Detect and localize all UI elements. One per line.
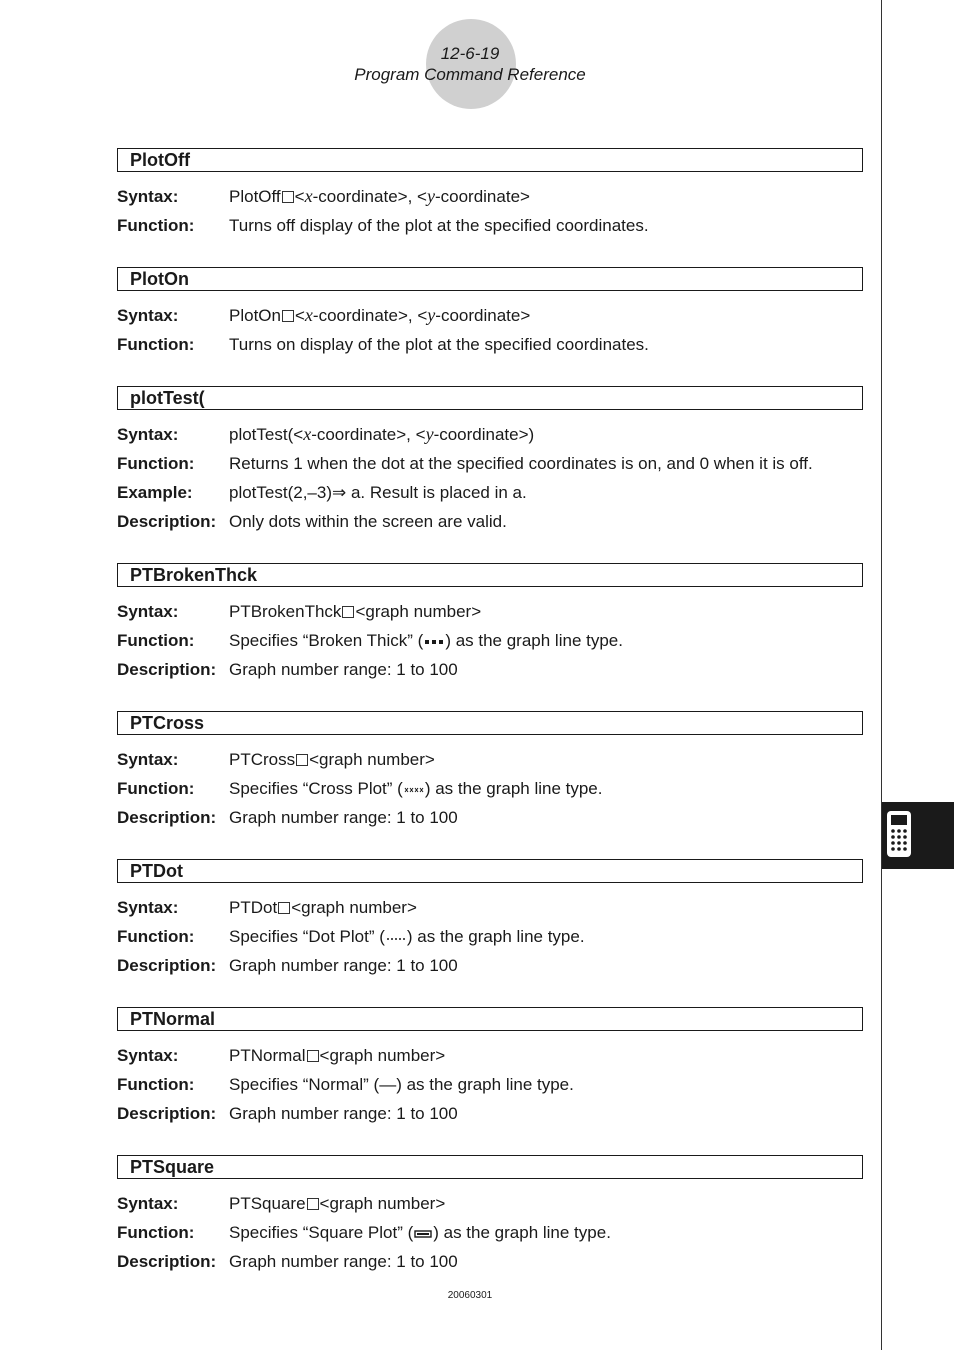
entry-ploton <box>117 267 863 359</box>
space-symbol-icon <box>282 310 294 322</box>
example-rest: a. Result is placed in a. <box>346 483 527 502</box>
description-label: Description: <box>117 512 217 531</box>
syntax-label: Syntax: <box>117 1046 179 1065</box>
function-row <box>117 1218 863 1247</box>
coord-text: -coordinate> <box>434 187 530 206</box>
function-row <box>117 211 863 240</box>
coord-text: -coordinate>, <box>312 187 418 206</box>
entry-ptnormal <box>117 1007 863 1128</box>
command-title: PTSquare <box>117 1155 863 1179</box>
space-symbol-icon <box>307 1198 319 1210</box>
description-row <box>117 803 863 832</box>
lt: < <box>417 306 428 325</box>
lt: < <box>293 425 304 444</box>
description-row <box>117 1247 863 1276</box>
example-label: Example: <box>117 483 193 502</box>
entry-plotoff <box>117 148 863 240</box>
description-value: Only dots within the screen are valid. <box>229 512 507 531</box>
function-label: Function: <box>117 216 195 235</box>
command-entries <box>117 148 863 1303</box>
space-symbol-icon <box>307 1050 319 1062</box>
syntax-label: Syntax: <box>117 187 179 206</box>
function-row <box>117 330 863 359</box>
coord-text: -coordinate> <box>435 306 531 325</box>
syntax-prefix: PlotOn <box>229 306 281 325</box>
description-value: Graph number range: 1 to 100 <box>229 660 458 679</box>
coord-text: -coordinate>, <box>312 306 418 325</box>
entry-ptdot <box>117 859 863 980</box>
coord-text: -coordinate>, <box>311 425 416 444</box>
function-row <box>117 1070 863 1099</box>
entry-plottest <box>117 386 863 536</box>
function-value <box>229 922 863 951</box>
coord-text: -coordinate>) <box>433 425 535 444</box>
command-title: plotTest( <box>117 386 863 410</box>
function-label: Function: <box>117 1223 195 1242</box>
syntax-value <box>229 893 863 922</box>
syntax-prefix: plotTest( <box>229 425 294 444</box>
syntax-value <box>229 597 863 626</box>
description-row <box>117 655 863 684</box>
page-header <box>0 0 940 120</box>
x-var: x <box>304 305 313 325</box>
function-value: Specifies “Normal” (—) as the graph line type. <box>229 1075 574 1094</box>
cross-plot-icon <box>404 785 424 795</box>
syntax-prefix: PlotOff <box>229 187 281 206</box>
syntax-label: Syntax: <box>117 898 179 917</box>
syntax-prefix: PTSquare <box>229 1194 306 1213</box>
command-title: PlotOn <box>117 267 863 291</box>
y-var: y <box>425 424 434 444</box>
x-var: x <box>303 424 312 444</box>
chapter-side-tab[interactable] <box>882 802 954 869</box>
function-row <box>117 449 863 478</box>
function-text: ) as the graph line type. <box>445 631 623 650</box>
entry-ptcross <box>117 711 863 832</box>
function-label: Function: <box>117 631 195 650</box>
command-title: PlotOff <box>117 148 863 172</box>
description-label: Description: <box>117 808 217 827</box>
function-value: Turns on display of the plot at the specified coordinates. <box>229 335 649 354</box>
description-value: Graph number range: 1 to 100 <box>229 1252 458 1271</box>
function-label: Function: <box>117 1075 195 1094</box>
function-label: Function: <box>117 454 195 473</box>
syntax-label: Syntax: <box>117 750 179 769</box>
function-row <box>117 774 863 803</box>
command-title: PTNormal <box>117 1007 863 1031</box>
square-plot-icon <box>414 1229 432 1239</box>
calculator-icon <box>886 810 912 858</box>
syntax-value <box>229 182 863 211</box>
syntax-prefix: PTNormal <box>229 1046 306 1065</box>
syntax-row <box>117 420 863 449</box>
description-row <box>117 951 863 980</box>
description-value: Graph number range: 1 to 100 <box>229 1104 458 1123</box>
description-value: Graph number range: 1 to 100 <box>229 808 458 827</box>
function-text: ) as the graph line type. <box>433 1223 611 1242</box>
function-text: Specifies “Broken Thick” ( <box>229 631 424 650</box>
description-label: Description: <box>117 1252 217 1271</box>
function-label: Function: <box>117 779 195 798</box>
page-number: 12-6-19 <box>440 44 500 63</box>
function-text: ) as the graph line type. <box>406 927 585 946</box>
graph-number: <graph number> <box>355 602 482 621</box>
syntax-row <box>117 1189 863 1218</box>
example-value <box>229 478 863 507</box>
function-text: Specifies “Square Plot” ( <box>229 1223 414 1242</box>
syntax-prefix: PTBrokenThck <box>229 602 342 621</box>
syntax-value <box>229 745 863 774</box>
syntax-row <box>117 301 863 330</box>
lt: < <box>417 187 427 206</box>
description-row <box>117 1099 863 1128</box>
command-title: PTBrokenThck <box>117 563 863 587</box>
entry-ptsquare <box>117 1155 863 1276</box>
function-text: Specifies “Cross Plot” ( <box>229 779 403 798</box>
syntax-value <box>229 420 863 449</box>
header-circle <box>426 19 516 109</box>
syntax-label: Syntax: <box>117 1194 179 1213</box>
syntax-label: Syntax: <box>117 602 179 621</box>
function-value <box>229 774 863 803</box>
assign-arrow-icon: ⇒ <box>332 483 347 502</box>
function-row <box>117 626 863 655</box>
function-label: Function: <box>117 927 195 946</box>
syntax-row <box>117 745 863 774</box>
syntax-prefix: PTCross <box>229 750 296 769</box>
lt: < <box>294 187 305 206</box>
graph-number: <graph number> <box>319 1046 446 1065</box>
function-value: Returns 1 when the dot at the specified coordinates is on, and 0 when it is off. <box>229 454 813 473</box>
syntax-value <box>229 1189 863 1218</box>
broken-thick-line-icon <box>424 637 444 647</box>
description-row <box>117 507 863 536</box>
function-value <box>229 626 863 655</box>
space-symbol-icon <box>278 902 290 914</box>
function-text: ) as the graph line type. <box>424 779 603 798</box>
syntax-label: Syntax: <box>117 306 179 325</box>
footer-code: 20060301 <box>447 1290 493 1301</box>
syntax-row <box>117 597 863 626</box>
section-title: Program Command Reference <box>354 65 586 84</box>
description-label: Description: <box>117 1104 217 1123</box>
description-value: Graph number range: 1 to 100 <box>229 956 458 975</box>
graph-number: <graph number> <box>291 898 417 917</box>
syntax-label: Syntax: <box>117 425 179 444</box>
syntax-row <box>117 1041 863 1070</box>
page-edge-rule <box>881 0 882 1350</box>
syntax-row <box>117 893 863 922</box>
graph-number: <graph number> <box>309 750 435 769</box>
space-symbol-icon <box>296 754 308 766</box>
description-label: Description: <box>117 956 217 975</box>
function-label: Function: <box>117 335 195 354</box>
lt: < <box>294 306 305 325</box>
syntax-value <box>229 301 863 330</box>
dot-plot-icon <box>386 933 406 943</box>
lt: < <box>415 425 426 444</box>
entry-ptbrokenthck <box>117 563 863 684</box>
graph-number: <graph number> <box>319 1194 446 1213</box>
function-value: Turns off display of the plot at the specified coordinates. <box>229 216 649 235</box>
command-title: PTDot <box>117 859 863 883</box>
x-var: x <box>304 186 313 206</box>
syntax-row <box>117 182 863 211</box>
function-text: Specifies “Dot Plot” ( <box>229 927 385 946</box>
description-label: Description: <box>117 660 217 679</box>
syntax-value <box>229 1041 863 1070</box>
command-title: PTCross <box>117 711 863 735</box>
example-row <box>117 478 863 507</box>
function-row <box>117 922 863 951</box>
space-symbol-icon <box>342 606 354 618</box>
space-symbol-icon <box>282 191 294 203</box>
y-var: y <box>427 305 436 325</box>
function-value <box>229 1218 863 1247</box>
example-code: plotTest(2,–3) <box>229 483 332 502</box>
y-var: y <box>426 186 435 206</box>
syntax-prefix: PTDot <box>229 898 278 917</box>
